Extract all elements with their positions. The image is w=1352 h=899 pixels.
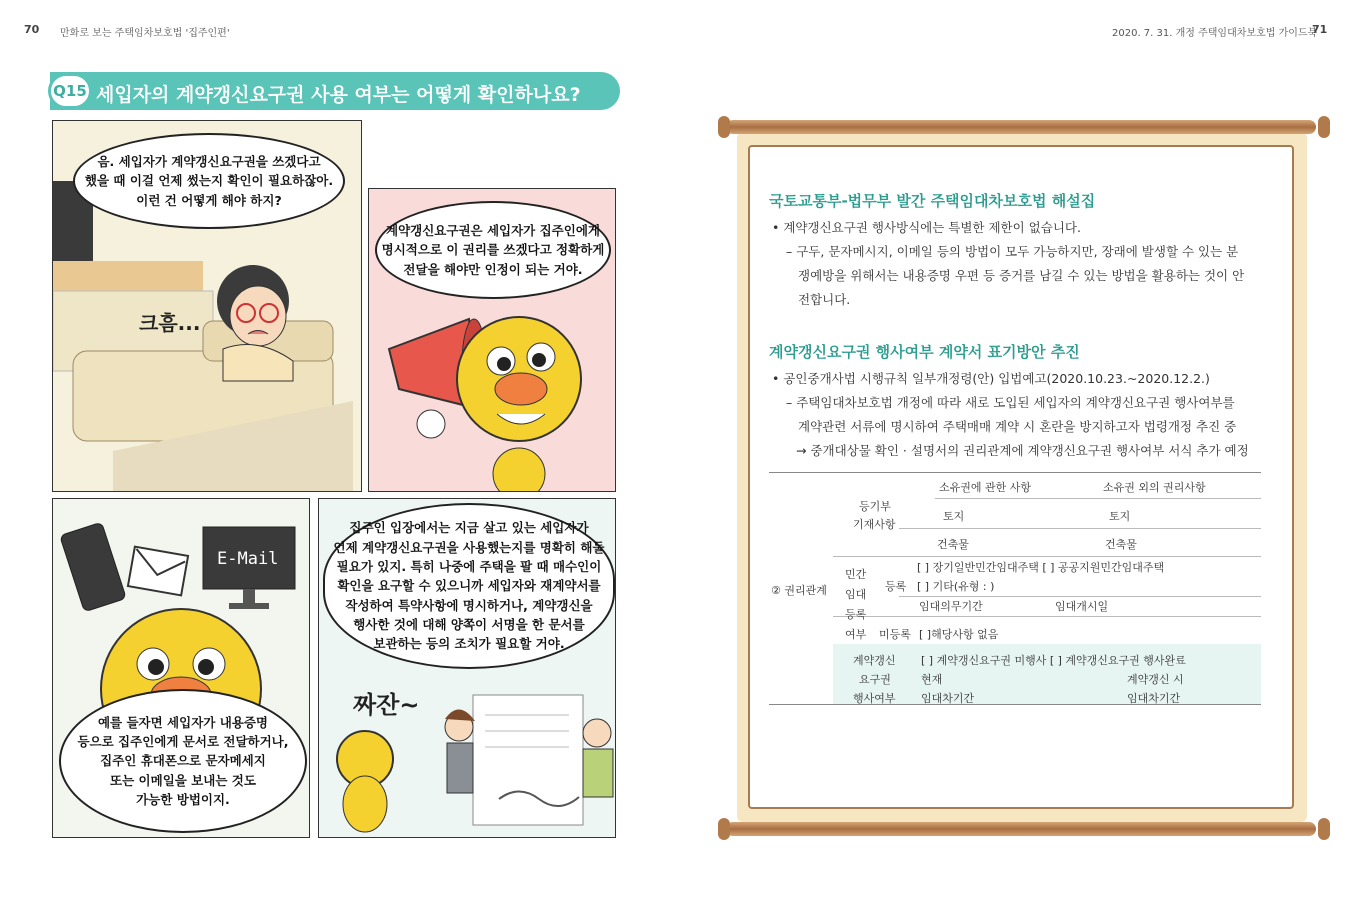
table-cell: 임대차기간 [1127, 692, 1181, 705]
table-cell: 여부 [845, 628, 867, 641]
table-cell: 임대의무기간 [919, 600, 983, 613]
section-dash-line: – 주택임대차보호법 개정에 따라 새로 도입된 세입자의 계약갱신요구권 행사여부를 [786, 395, 1235, 410]
table-cell: 건축물 [1105, 538, 1137, 551]
man-character [583, 719, 611, 747]
section-heading-contract-form: 계약갱신요구권 행사여부 계약서 표기방안 추진 [769, 343, 1080, 361]
table-cell: [ ] 계약갱신요구권 미행사 [ ] 계약갱신요구권 행사완료 [921, 654, 1186, 667]
table-cell: 미등록 [879, 628, 911, 641]
table-cell: [ ] 장기일반민간임대주택 [ ] 공공지원민간임대주택 [917, 561, 1165, 574]
table-cell: [ ] 기타(유형 : ) [917, 580, 995, 593]
scroll-rod-cap [718, 818, 730, 840]
comic-panel-4 [318, 498, 616, 838]
left-page-number: 70 [24, 23, 40, 36]
section-bullet: • 계약갱신요구권 행사방식에는 특별한 제한이 없습니다. [772, 220, 1081, 235]
table-cell: [ ]해당사항 없음 [919, 628, 999, 641]
comic-panel-2 [368, 188, 616, 492]
table-cell: 현재 [921, 673, 943, 686]
scroll-rod-cap [1318, 116, 1330, 138]
section-dash-line: 전합니다. [798, 292, 851, 307]
right-page-number: 71 [1312, 23, 1328, 36]
rights-relationship-table [769, 472, 1261, 704]
email-sign: E-Mail [217, 549, 279, 569]
scroll-rod-cap [1318, 818, 1330, 840]
section-dash-line: – 구두, 문자메시지, 이메일 등의 방법이 모두 가능하지만, 장래에 발생할 수 있는 분 [786, 244, 1239, 259]
speech-bubble-1: 음. 세입자가 계약갱신요구권을 쓰겠다고 했을 때 이걸 언제 썼는지 확인이 필요하잖아. 이런 건 어떻게 해야 하지? [73, 133, 345, 229]
section-heading-commentary: 국토교통부-법무부 발간 주택임대차보호법 해설집 [769, 192, 1096, 210]
speech-bubble-2: 계약갱신요구권은 세입자가 집주인에게 명시적으로 이 권리를 쓰겠다고 정확하게 전달을 해야만 인정이 되는 거야. [375, 201, 611, 299]
right-running-title: 2020. 7. 31. 개정 주택임대차보호법 가이드북 [1112, 28, 1318, 39]
table-header-cell: 소유권에 관한 사항 [939, 481, 1032, 494]
section-bullet: • 공인중개사법 시행규칙 일부개정령(안) 입법예고(2020.10.23.~2020.12.2.) [772, 371, 1210, 386]
comic-panel-3 [52, 498, 310, 838]
scroll-bottom-rod [726, 822, 1316, 836]
sound-effect-text: 크흠... [139, 311, 201, 335]
section-dash-line: 쟁예방을 위해서는 내용증명 우편 등 증거를 남길 수 있는 방법을 활용하는 것이 안 [798, 268, 1245, 283]
table-cell: 계약갱신 [853, 654, 896, 667]
scroll-rod-cap [718, 116, 730, 138]
speech-bubble-4: 집주인 입장에서는 지금 살고 있는 세입자가 언제 계약갱신요구권을 사용했는지를 명확히 해둘 필요가 있지. 특히 나중에 주택을 팔 때 매수인이 확인을 요구할 수 있으니까 세입자와 재계약서를 작성하여 특약사항에 명시하거나, 계약갱신을 행사한 것에 대해 양쪽이 서명을 한 문서를 보관하는 등의 조치가 필요할 거야. [323, 503, 615, 669]
table-cell: 계약갱신 시 [1127, 673, 1184, 686]
left-running-title: 만화로 보는 주택임차보호법 '집주인편' [60, 28, 230, 39]
comic-panel-1 [52, 120, 362, 492]
table-cell: 토지 [1109, 510, 1131, 523]
table-cell: 기재사항 [853, 518, 896, 531]
table-cell: 민간 [845, 568, 867, 581]
table-cell: 요구권 [859, 673, 891, 686]
table-cell: 임대차기간 [921, 692, 975, 705]
speech-bubble-3: 예를 들자면 세입자가 내용증명 등으로 집주인에게 문서로 전달하거나, 집주인 휴대폰으로 문자메세지 또는 이메일을 보내는 것도 가능한 방법이지. [59, 689, 307, 833]
section-dash-line: → 중개대상물 확인 · 설명서의 권리관계에 계약갱신요구권 행사여부 서식 추가 예정 [796, 443, 1249, 458]
table-cell: 토지 [943, 510, 965, 523]
table-cell: 건축물 [937, 538, 969, 551]
table-cell: 등기부 [859, 500, 891, 513]
table-header-cell: 소유권 외의 권리사항 [1103, 481, 1206, 494]
sound-effect-text: 짜잔~ [353, 691, 420, 719]
section-dash-line: 계약관련 서류에 명시하여 주택매매 계약 시 혼란을 방지하고자 법령개정 추진 중 [798, 419, 1237, 434]
table-row-label: ② 권리관계 [771, 584, 827, 597]
question-badge: Q15 [48, 73, 92, 109]
table-cell: 등록 [885, 580, 907, 593]
table-cell: 임대 [845, 588, 867, 601]
table-cell: 임대개시일 [1055, 600, 1109, 613]
envelope-icon [128, 547, 188, 596]
table-cell: 등록 [845, 608, 867, 621]
table-cell: 행사여부 [853, 692, 896, 705]
scroll-top-rod [726, 120, 1316, 134]
question-title: 세입자의 계약갱신요구권 사용 여부는 어떻게 확인하나요? [96, 84, 581, 106]
